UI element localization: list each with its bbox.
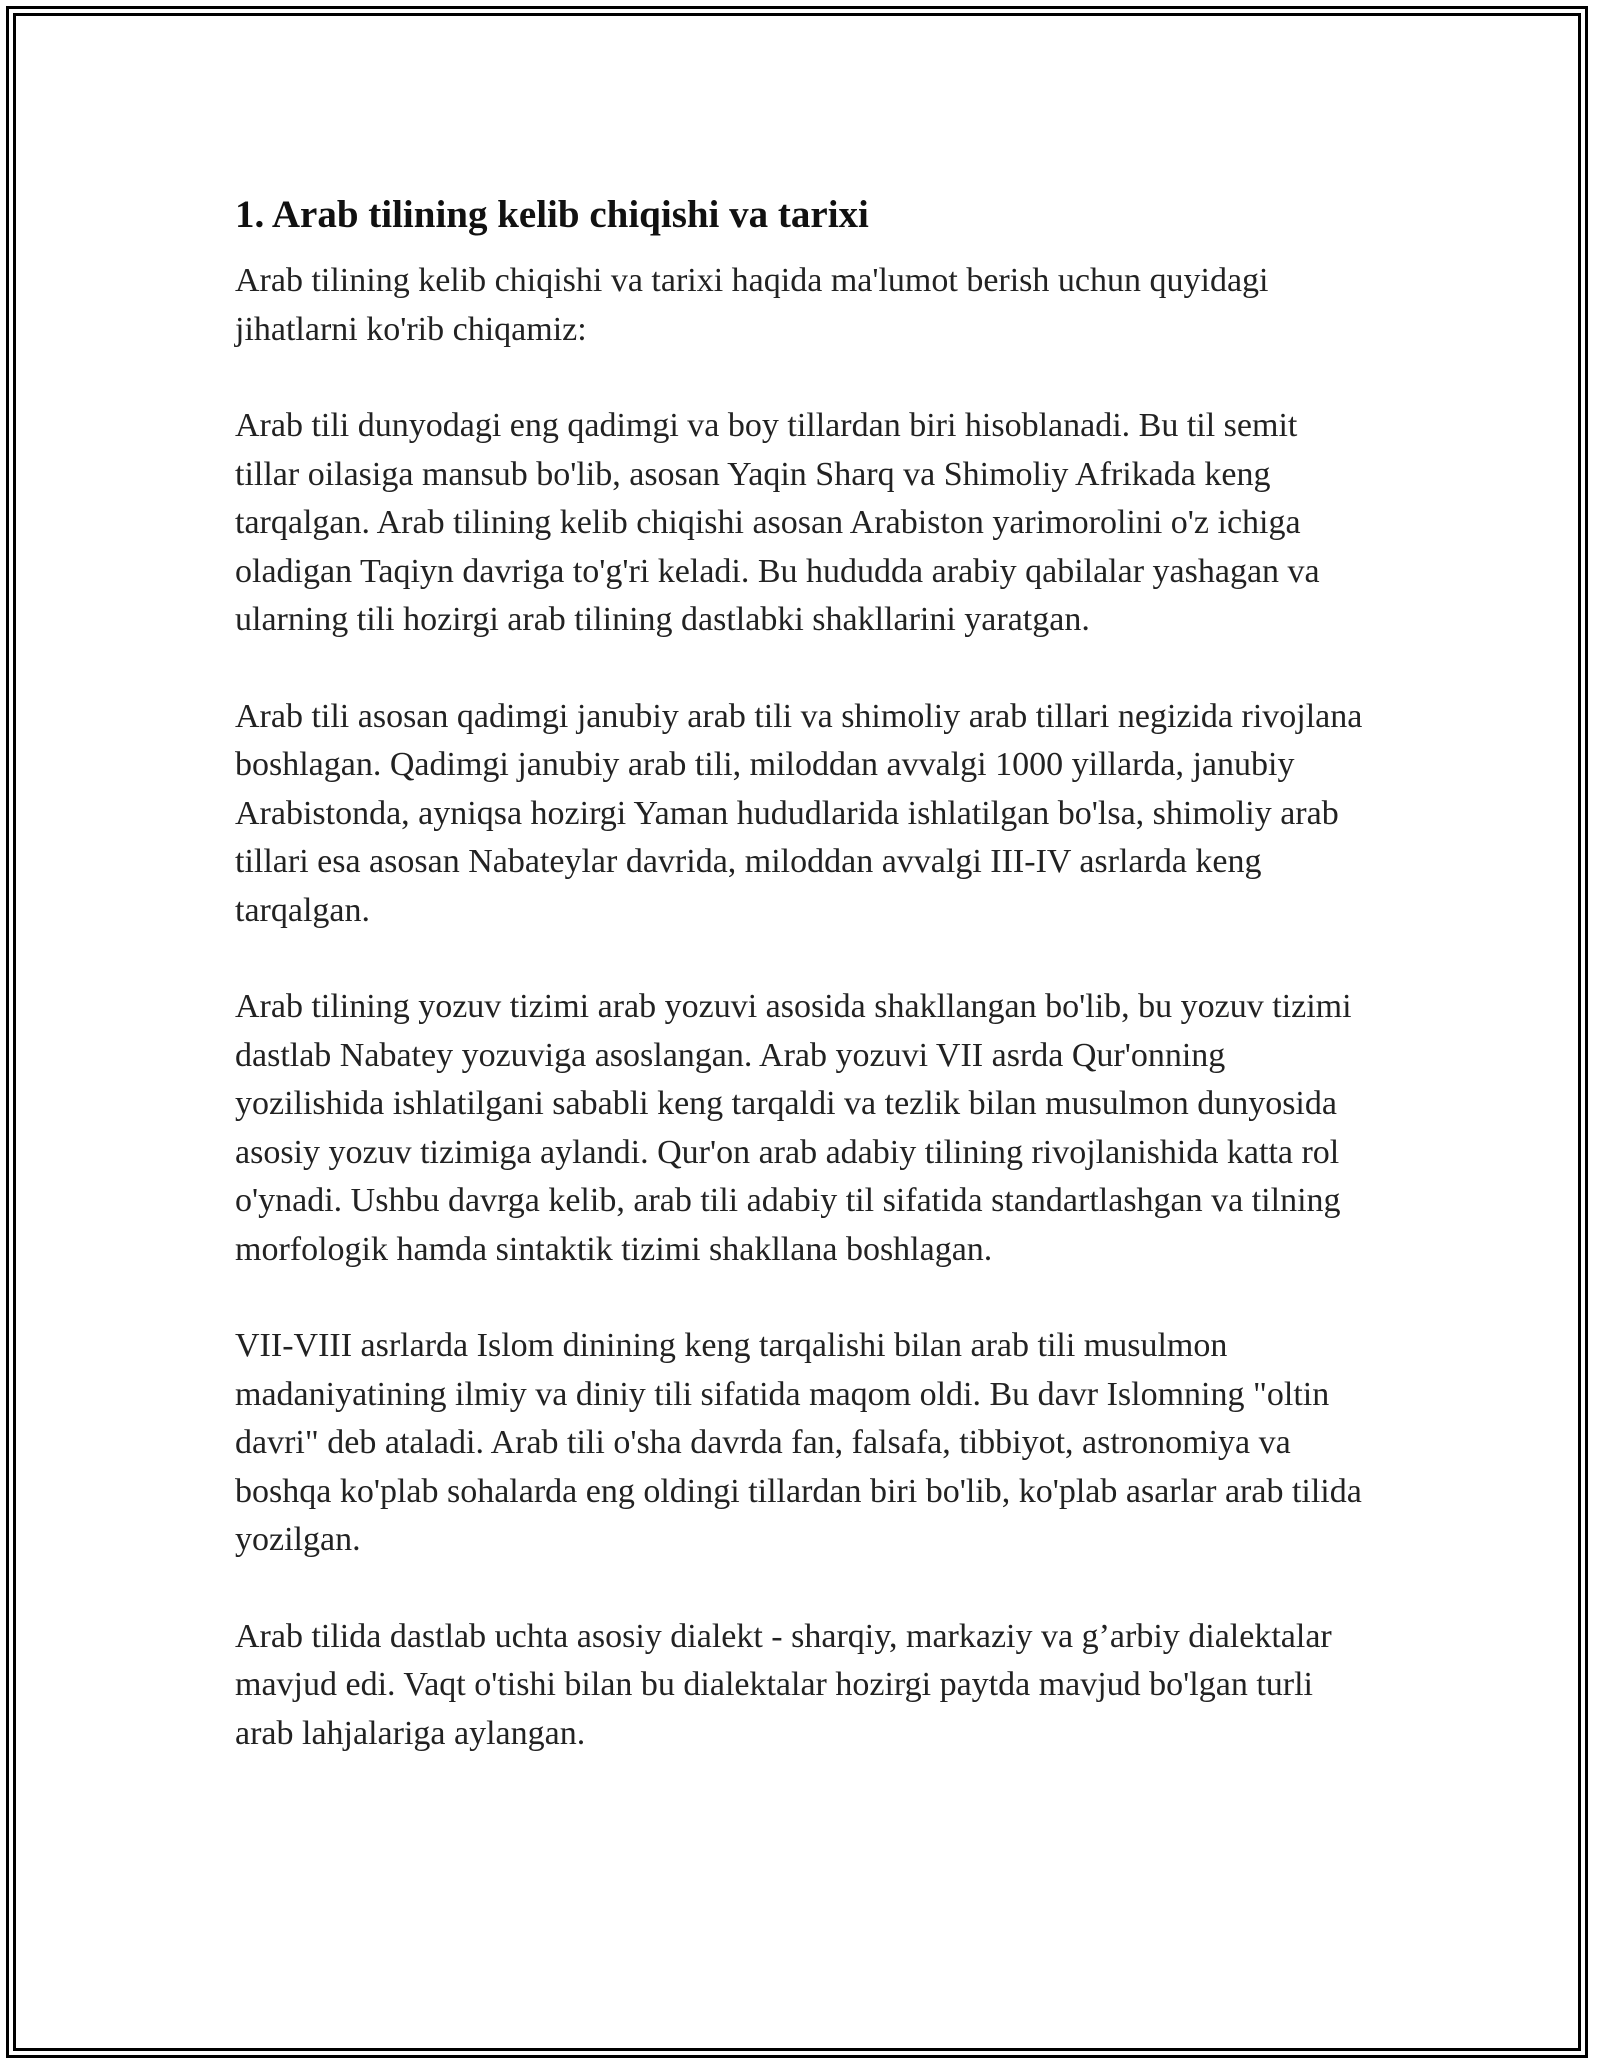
paragraph-golden-age: VII-VIII asrlarda Islom dinining keng tarqalishi bilan arab tili musulmon madaniyatining ilmiy va diniy tili sifatida maqom oldi. Bu davr Islomning "oltin davri" deb ataladi. Arab tili o'sha davrda fan, falsafa, tibbiyot, astronomiya va boshqa ko'plab sohalarda eng oldingi tillardan biri bo'lib, ko'plab asarlar arab tilida yozilgan. <box>235 1327 1362 1558</box>
paragraph-origin: Arab tili dunyodagi eng qadimgi va boy tillardan biri hisoblanadi. Bu til semit tillar oilasiga mansub bo'lib, asosan Yaqin Sharq va Shimoliy Afrikada keng tarqalgan. Arab tilining kelib chiqishi asosan Arabiston yarimorolini o'z ichiga oladigan Taqiyn davriga to'g'ri keladi. Bu hududda arabiy qabilalar yashagan va ularning tili hozirgi arab tilining dastlabki shakllarini yaratgan. <box>235 407 1320 638</box>
paragraph-writing-system: Arab tilining yozuv tizimi arab yozuvi asosida shakllangan bo'lib, bu yozuv tizimi dastlab Nabatey yozuviga asoslangan. Arab yozuvi VII asrda Qur'onning yozilishida ishlatilgani sababli keng tarqaldi va tezlik bilan musulmon dunyosida asosiy yozuv tizimiga aylandi. Qur'on arab adabiy tilining rivojlanishida katta rol o'ynadi. Ushbu davrga kelib, arab tili adabiy til sifatida standartlashgan va tilning morfologik hamda sintaktik tizimi shakllana boshlagan. <box>235 988 1352 1268</box>
paragraph-dialects: Arab tilida dastlab uchta asosiy dialekt - sharqiy, markaziy va g’arbiy dialektalar mavjud edi. Vaqt o'tishi bilan bu dialektalar hozirgi paytda mavjud bo'lgan turli arab lahjalariga aylangan. <box>235 1617 1332 1752</box>
paragraph-intro: Arab tilining kelib chiqishi va tarixi haqida ma'lumot berish uchun quyidagi jihatlarni ko'rib chiqamiz: <box>235 262 1269 348</box>
document-body <box>235 185 1365 1806</box>
paragraph-development: Arab tili asosan qadimgi janubiy arab tili va shimoliy arab tillari negizida rivojlana boshlagan. Qadimgi janubiy arab tili, miloddan avvalgi 1000 yillarda, janubiy Arabistonda, ayniqsa hozirgi Yaman hududlarida ishlatilgan bo'lsa, shimoliy arab tillari esa asosan Nabateylar davrida, miloddan avvalgi III-IV asrlarda keng tarqalgan. <box>235 697 1363 929</box>
document-title: 1. Arab tilining kelib chiqishi va tarixi <box>235 193 869 236</box>
